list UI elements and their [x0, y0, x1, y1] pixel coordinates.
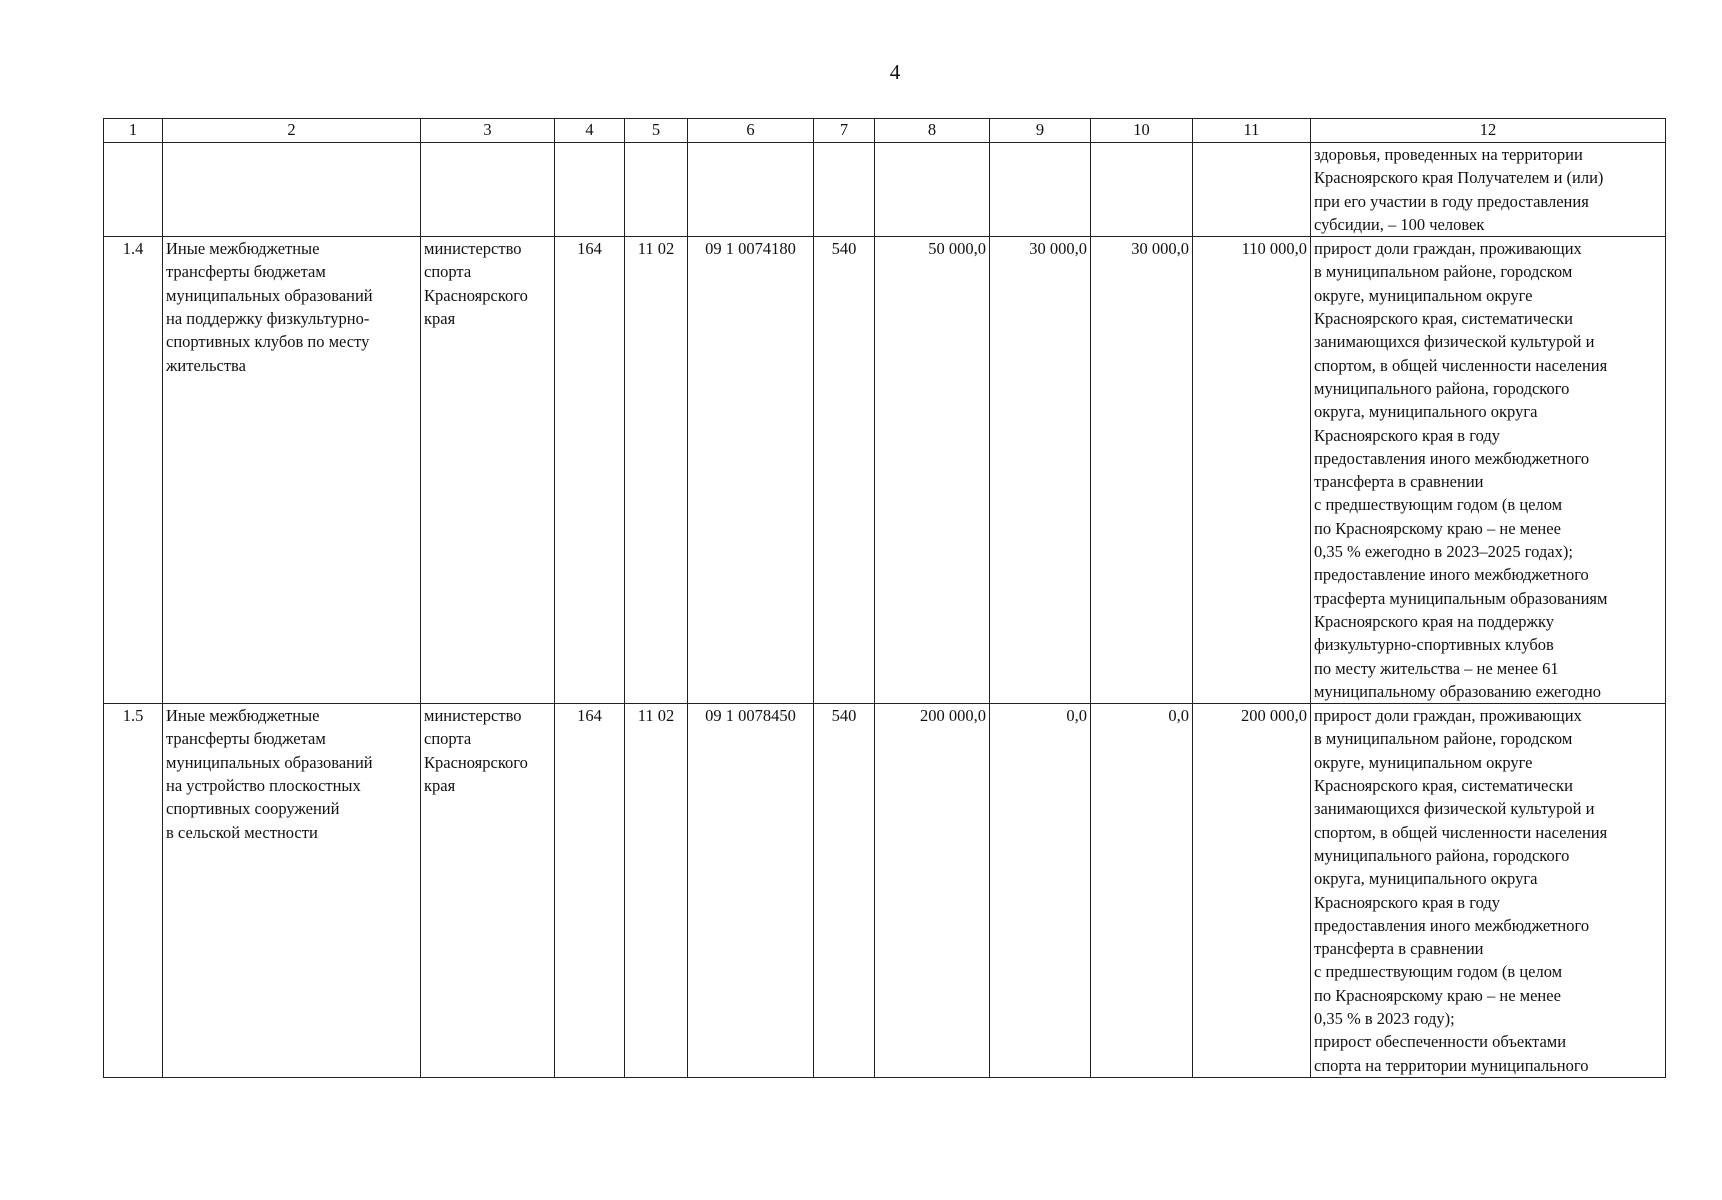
indicator-line: предоставления иного межбюджетного: [1314, 448, 1590, 468]
administrator-line: края: [424, 776, 456, 796]
amount-year-2: 0,0: [990, 704, 1091, 1078]
indicator-cell: [1311, 143, 1666, 237]
column-header: 8: [875, 119, 990, 143]
column-header: 4: [555, 119, 625, 143]
section-code: 11 02: [625, 704, 688, 1078]
measure-name-line: трансферты бюджетам: [166, 729, 326, 749]
indicator-line: прирост доли граждан, проживающих: [1314, 706, 1582, 726]
indicator-line: муниципального района, городского: [1314, 845, 1570, 865]
indicator-line: с предшествующим годом (в целом: [1314, 495, 1563, 515]
indicator-line: округа, муниципального округа: [1314, 402, 1538, 422]
indicator-line: Красноярского края в году: [1314, 892, 1500, 912]
indicator-line: предоставления иного межбюджетного: [1314, 915, 1590, 935]
grbs-code: 164: [555, 704, 625, 1078]
measure-name-line: муниципальных образований: [166, 285, 373, 305]
indicator-line: Красноярского края в году: [1314, 425, 1500, 445]
measure-name-line: Иные межбюджетные: [166, 239, 320, 259]
indicator-line: округе, муниципальном округе: [1314, 285, 1533, 305]
indicator-line: по Красноярскому краю – не менее: [1314, 985, 1561, 1005]
target-article-code: 09 1 0078450: [688, 704, 814, 1078]
row-number: 1.5: [104, 704, 163, 1078]
administrator-line: края: [424, 309, 456, 329]
administrator-line: спорта: [424, 729, 472, 749]
measure-name-cell: [163, 704, 421, 1078]
page-number: 4: [889, 60, 901, 84]
column-header: 7: [814, 119, 875, 143]
measure-name-line: на поддержку физкультурно-: [166, 309, 370, 329]
measure-name-line: муниципальных образований: [166, 752, 373, 772]
indicator-line: спортом, в общей численности населения: [1314, 355, 1608, 375]
column-header: 9: [990, 119, 1091, 143]
indicator-line: округе, муниципальном округе: [1314, 752, 1533, 772]
indicator-line: 0,35 % в 2023 году);: [1314, 1008, 1455, 1028]
measure-name-line: спортивных клубов по месту: [166, 332, 370, 352]
indicator-line: занимающихся физической культурой и: [1314, 332, 1595, 352]
amount-year-3: 0,0: [1091, 704, 1193, 1078]
section-code: 11 02: [625, 237, 688, 704]
column-header: 10: [1091, 119, 1193, 143]
indicator-line: предоставление иного межбюджетного: [1314, 565, 1589, 585]
table-row: [104, 237, 1666, 704]
column-header: 12: [1311, 119, 1666, 143]
administrator-line: министерство: [424, 239, 522, 259]
indicator-line: прирост обеспеченности объектами: [1314, 1032, 1567, 1052]
measure-name-line: трансферты бюджетам: [166, 262, 326, 282]
indicator-line: Красноярского края, систематически: [1314, 309, 1573, 329]
indicator-line: муниципального района, городского: [1314, 378, 1570, 398]
measure-name-line: на устройство плоскостных: [166, 776, 361, 796]
indicator-line: субсидии, – 100 человек: [1314, 214, 1485, 234]
measure-name-cell: [163, 237, 421, 704]
indicator-line: трансферта в сравнении: [1314, 472, 1484, 492]
indicator-line: Красноярского края, систематически: [1314, 776, 1573, 796]
indicator-line: прирост доли граждан, проживающих: [1314, 239, 1582, 259]
indicator-line: в муниципальном районе, городском: [1314, 262, 1573, 282]
expense-type-code: 540: [814, 237, 875, 704]
amount-year-3: 30 000,0: [1091, 237, 1193, 704]
column-header: 3: [421, 119, 555, 143]
indicator-line: муниципальному образованию ежегодно: [1314, 681, 1601, 701]
indicator-cell: [1311, 237, 1666, 704]
administrator-cell: [421, 237, 555, 704]
administrator-cell: [421, 704, 555, 1078]
administrator-line: Красноярского: [424, 285, 528, 305]
indicator-line: Красноярского края на поддержку: [1314, 611, 1554, 631]
indicator-line: в муниципальном районе, городском: [1314, 729, 1573, 749]
indicator-line: спортом, в общей численности населения: [1314, 822, 1608, 842]
indicator-line: спорта на территории муниципального: [1314, 1055, 1589, 1075]
expense-type-code: 540: [814, 704, 875, 1078]
indicator-line: по Красноярскому краю – не менее: [1314, 518, 1561, 538]
column-number-row: [104, 119, 1666, 143]
continuation-row: [104, 143, 1666, 237]
administrator-line: Красноярского: [424, 752, 528, 772]
indicator-line: физкультурно-спортивных клубов: [1314, 635, 1554, 655]
column-header: 11: [1193, 119, 1311, 143]
column-header: 6: [688, 119, 814, 143]
measure-name-line: жительства: [166, 355, 246, 375]
measure-name-line: Иные межбюджетные: [166, 706, 320, 726]
indicator-line: занимающихся физической культурой и: [1314, 799, 1595, 819]
indicator-line: здоровья, проведенных на территории: [1314, 145, 1583, 164]
indicator-line: округа, муниципального округа: [1314, 869, 1538, 889]
indicator-line: при его участии в году предоставления: [1314, 191, 1589, 211]
measure-name-line: в сельской местности: [166, 822, 318, 842]
measure-name-line: спортивных сооружений: [166, 799, 340, 819]
column-header: 5: [625, 119, 688, 143]
row-number: 1.4: [104, 237, 163, 704]
table-row: [104, 704, 1666, 1078]
column-header: 1: [104, 119, 163, 143]
indicator-line: по месту жительства – не менее 61: [1314, 658, 1559, 678]
indicator-line: трансферта в сравнении: [1314, 939, 1484, 959]
amount-year-2: 30 000,0: [990, 237, 1091, 704]
amount-year-1: 200 000,0: [875, 704, 990, 1078]
indicator-line: с предшествующим годом (в целом: [1314, 962, 1563, 982]
administrator-line: министерство: [424, 706, 522, 726]
indicator-cell: [1311, 704, 1666, 1078]
indicator-line: трасферта муниципальным образованиям: [1314, 588, 1608, 608]
grbs-code: 164: [555, 237, 625, 704]
indicator-line: Красноярского края Получателем и (или): [1314, 168, 1604, 188]
amount-total: 200 000,0: [1193, 704, 1311, 1078]
amount-total: 110 000,0: [1193, 237, 1311, 704]
administrator-line: спорта: [424, 262, 472, 282]
column-header: 2: [163, 119, 421, 143]
target-article-code: 09 1 0074180: [688, 237, 814, 704]
indicator-line: 0,35 % ежегодно в 2023–2025 годах);: [1314, 542, 1573, 562]
amount-year-1: 50 000,0: [875, 237, 990, 704]
budget-table: [103, 118, 1666, 1078]
